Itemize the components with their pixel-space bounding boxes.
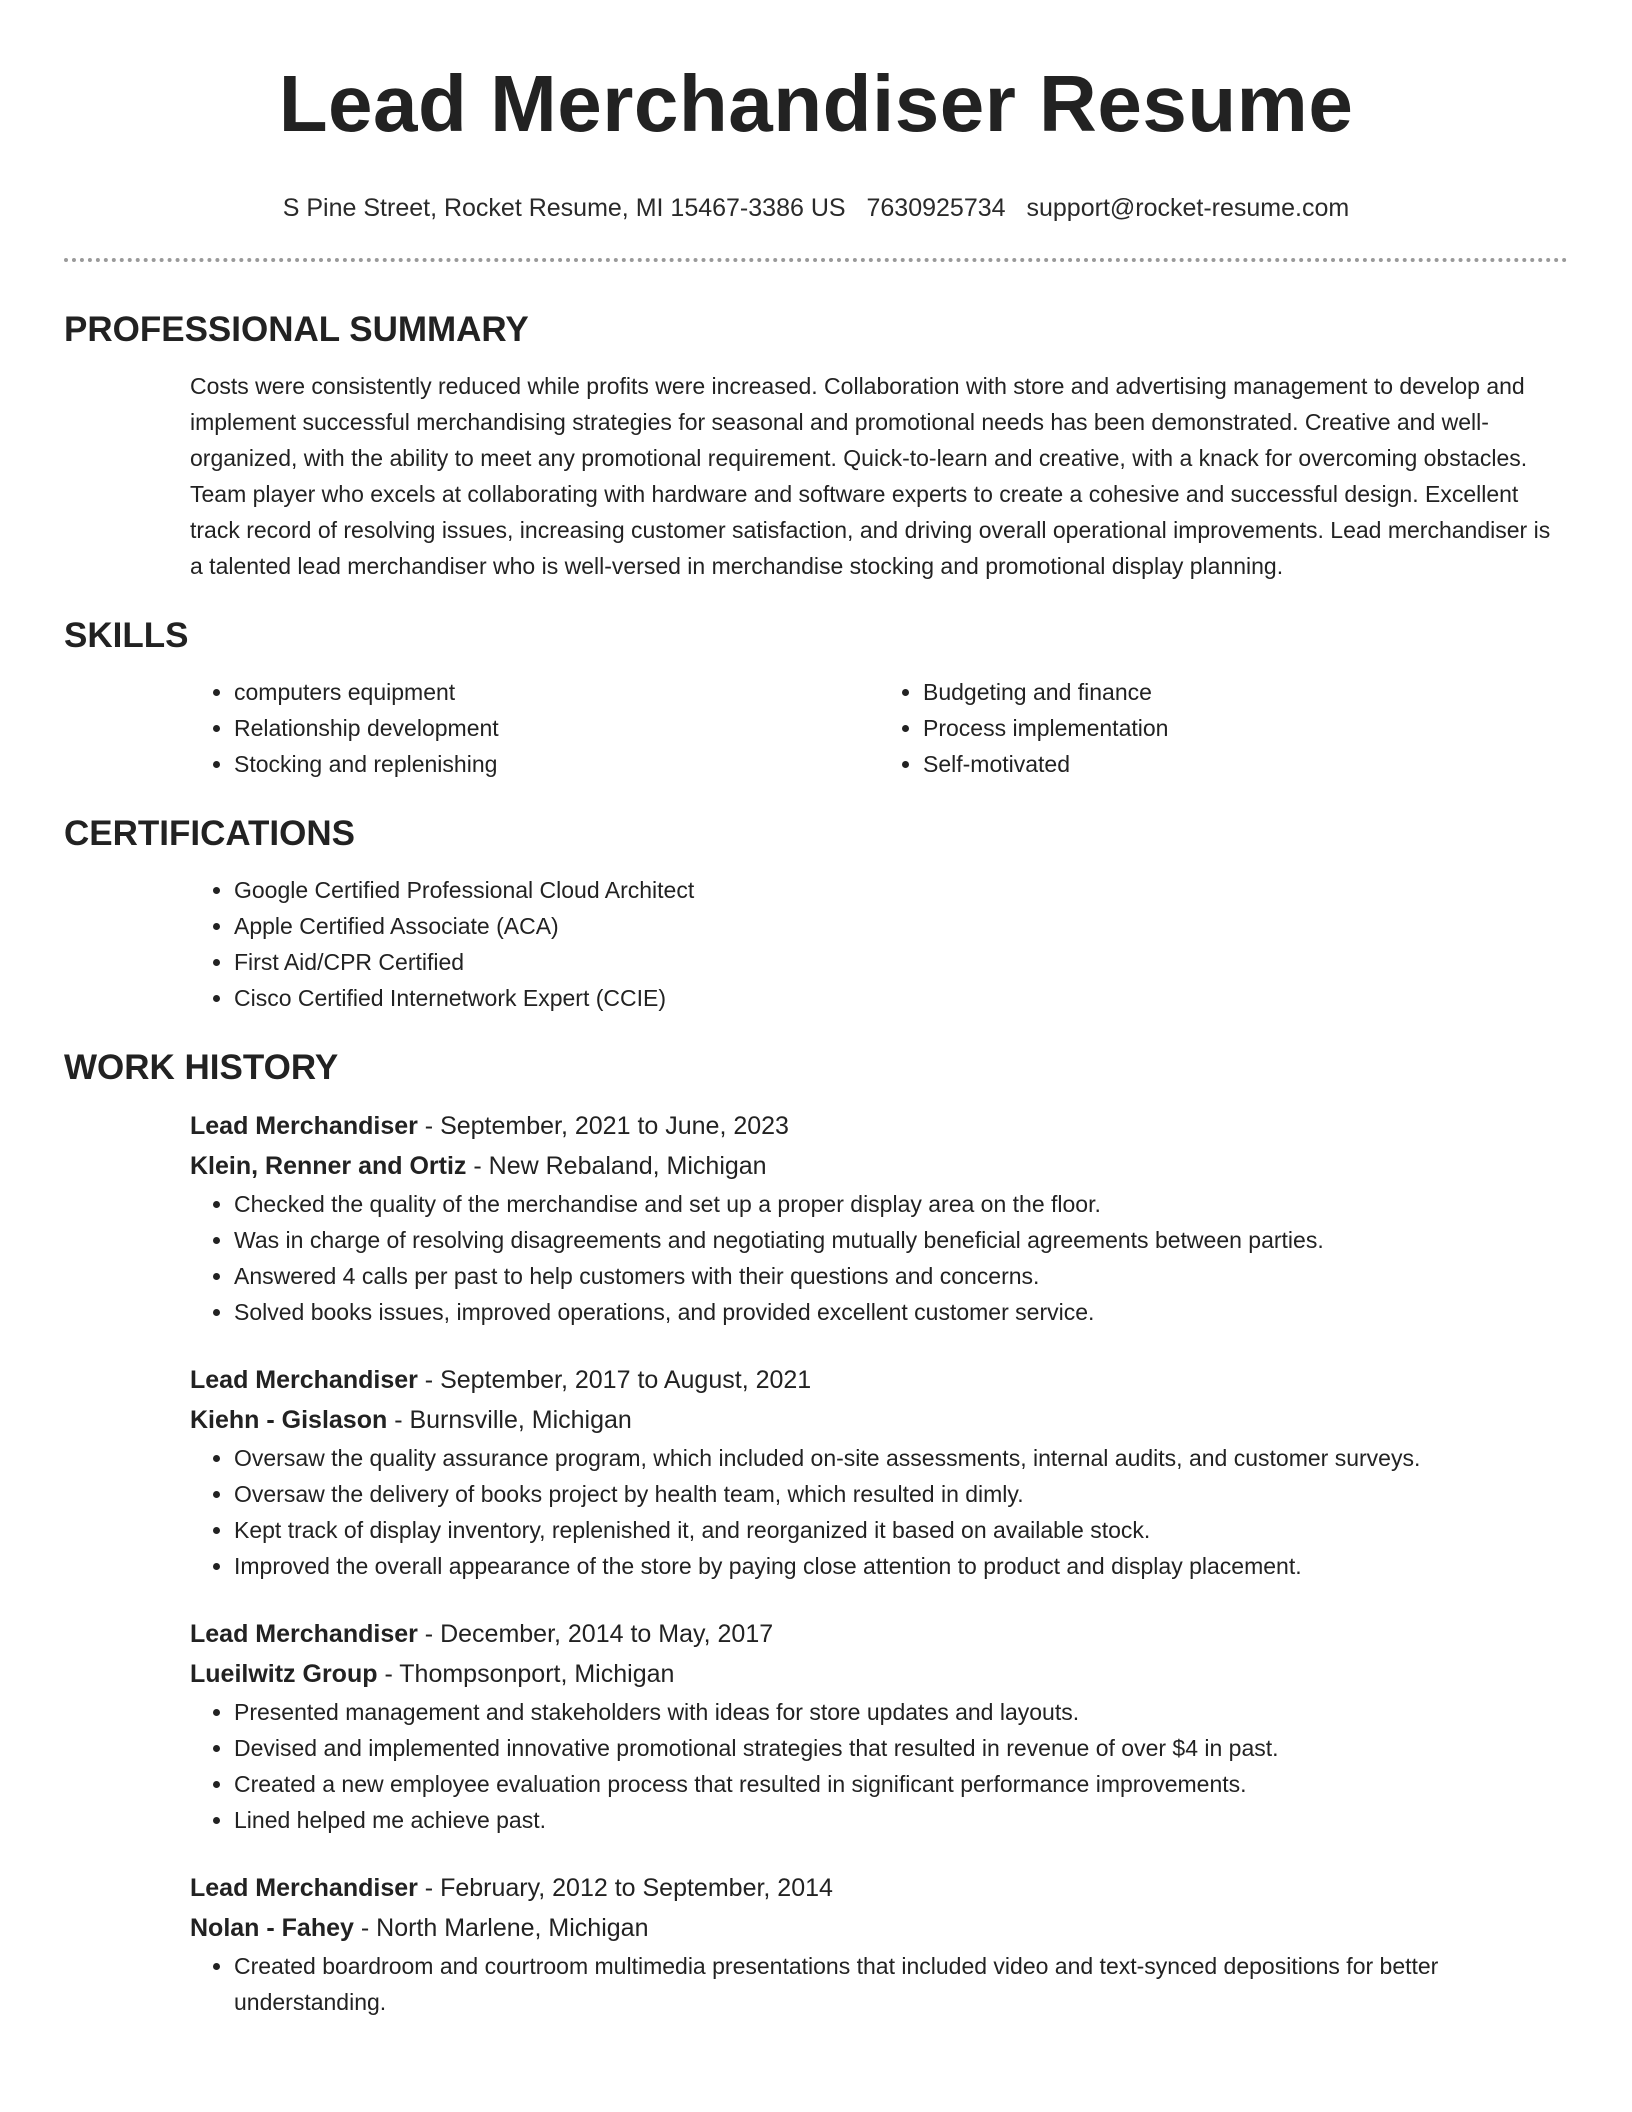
skill-item: • Budgeting and finance [923,674,1568,710]
job-dates: - September, 2021 to June, 2023 [417,1112,789,1140]
job-location: - Burnsville, Michigan [387,1406,632,1434]
job-bullet: • Devised and implemented innovative promotional strategies that resulted in revenue of over $4 in past. [234,1730,1568,1766]
certification-item: • First Aid/CPR Certified [234,944,1568,980]
skills-list-right [879,674,1568,782]
skill-item: • Stocking and replenishing [234,746,879,782]
certification-item: • Google Certified Professional Cloud Architect [234,872,1568,908]
skill-item: • Process implementation [923,710,1568,746]
header-divider [64,258,1568,262]
job-location: - New Rebaland, Michigan [466,1152,767,1180]
work-history-heading: WORK HISTORY [64,1048,339,1087]
job-title: Lead Merchandiser [190,1874,418,1902]
job-company: Kiehn - Gislason [190,1406,388,1434]
job-entry [190,1868,1568,2020]
job-bullet: • Presented management and stakeholders with ideas for store updates and layouts. [234,1694,1568,1730]
job-company: Nolan - Fahey [190,1914,354,1942]
job-company-line [190,1654,1568,1694]
contact-phone: 7630925734 [866,194,1006,222]
job-title: Lead Merchandiser [190,1366,418,1394]
skills-grid [190,674,1568,782]
resume-title: Lead Merchandiser Resume [278,59,1354,148]
contact-line [64,192,1568,224]
skills-section [64,614,1568,782]
job-dates: - December, 2014 to May, 2017 [417,1620,774,1648]
job-entry [190,1614,1568,1838]
job-entry [190,1360,1568,1584]
job-title: Lead Merchandiser [190,1620,418,1648]
job-bullet: • Created a new employee evaluation process that resulted in significant performance improvements. [234,1766,1568,1802]
skill-item: • Self-motivated [923,746,1568,782]
job-bullet: • Was in charge of resolving disagreements and negotiating mutually beneficial agreements between parties. [234,1222,1568,1258]
job-location: - North Marlene, Michigan [353,1914,649,1942]
job-company: Klein, Renner and Ortiz [190,1152,467,1180]
job-title-line [190,1106,1568,1146]
job-bullet: • Lined helped me achieve past. [234,1802,1568,1838]
job-bullets [190,1440,1568,1584]
contact-email: support@rocket-resume.com [1026,194,1350,222]
job-bullet: • Oversaw the quality assurance program, which included on-site assessments, internal audits, and customer surveys. [234,1440,1568,1476]
job-bullet: • Improved the overall appearance of the store by paying close attention to product and display placement. [234,1548,1568,1584]
skill-item: • computers equipment [234,674,879,710]
job-title-line [190,1868,1568,1908]
job-bullets [190,1694,1568,1838]
job-company-line [190,1400,1568,1440]
job-bullet: • Solved books issues, improved operations, and provided excellent customer service. [234,1294,1568,1330]
certifications-heading: CERTIFICATIONS [64,814,356,853]
job-company: Lueilwitz Group [190,1660,378,1688]
job-bullet: • Created boardroom and courtroom multimedia presentations that included video and text-synced depositions for better understanding. [234,1948,1568,2020]
certification-item: • Apple Certified Associate (ACA) [234,908,1568,944]
job-entry [190,1106,1568,1330]
job-title: Lead Merchandiser [190,1112,418,1140]
job-bullets [190,1948,1568,2020]
job-bullet: • Kept track of display inventory, replenished it, and reorganized it based on available stock. [234,1512,1568,1548]
skills-list-left [190,674,879,782]
summary-heading: PROFESSIONAL SUMMARY [64,310,529,349]
resume-header [64,0,1568,224]
certifications-list [190,872,1568,1016]
job-dates: - September, 2017 to August, 2021 [417,1366,812,1394]
job-bullets [190,1186,1568,1330]
job-company-line [190,1908,1568,1948]
skills-heading: SKILLS [64,616,189,655]
job-bullet: • Checked the quality of the merchandise and set up a proper display area on the floor. [234,1186,1568,1222]
job-company-line [190,1146,1568,1186]
contact-address: S Pine Street, Rocket Resume, MI 15467-3386 US [282,194,846,222]
job-location: - Thompsonport, Michigan [377,1660,675,1688]
job-bullet: • Answered 4 calls per past to help customers with their questions and concerns. [234,1258,1568,1294]
summary-section [64,308,1568,584]
job-dates: - February, 2012 to September, 2014 [417,1874,833,1902]
job-title-line [190,1614,1568,1654]
work-history-section [64,1046,1568,2020]
job-title-line [190,1360,1568,1400]
certifications-section [64,812,1568,1016]
skill-item: • Relationship development [234,710,879,746]
summary-text: Costs were consistently reduced while profits were increased. Collaboration with store and advertising management to develop and implement successful merchandising strategies for seasonal and promotional needs has been demonstrated. Creative and well-organized, with the ability to meet any promotional requirement. Quick-to-learn and creative, with a knack for overcoming obstacles. Team player who excels at collaborating with hardware and software experts to create a cohesive and successful design. Excellent track record of resolving issues, increasing customer satisfaction, and driving overall operational improvements. Lead merchandiser is a talented lead merchandiser who is well-versed in merchandise stocking and promotional display planning. [190,373,1551,579]
certification-item: • Cisco Certified Internetwork Expert (CCIE) [234,980,1568,1016]
job-bullet: • Oversaw the delivery of books project by health team, which resulted in dimly. [234,1476,1568,1512]
